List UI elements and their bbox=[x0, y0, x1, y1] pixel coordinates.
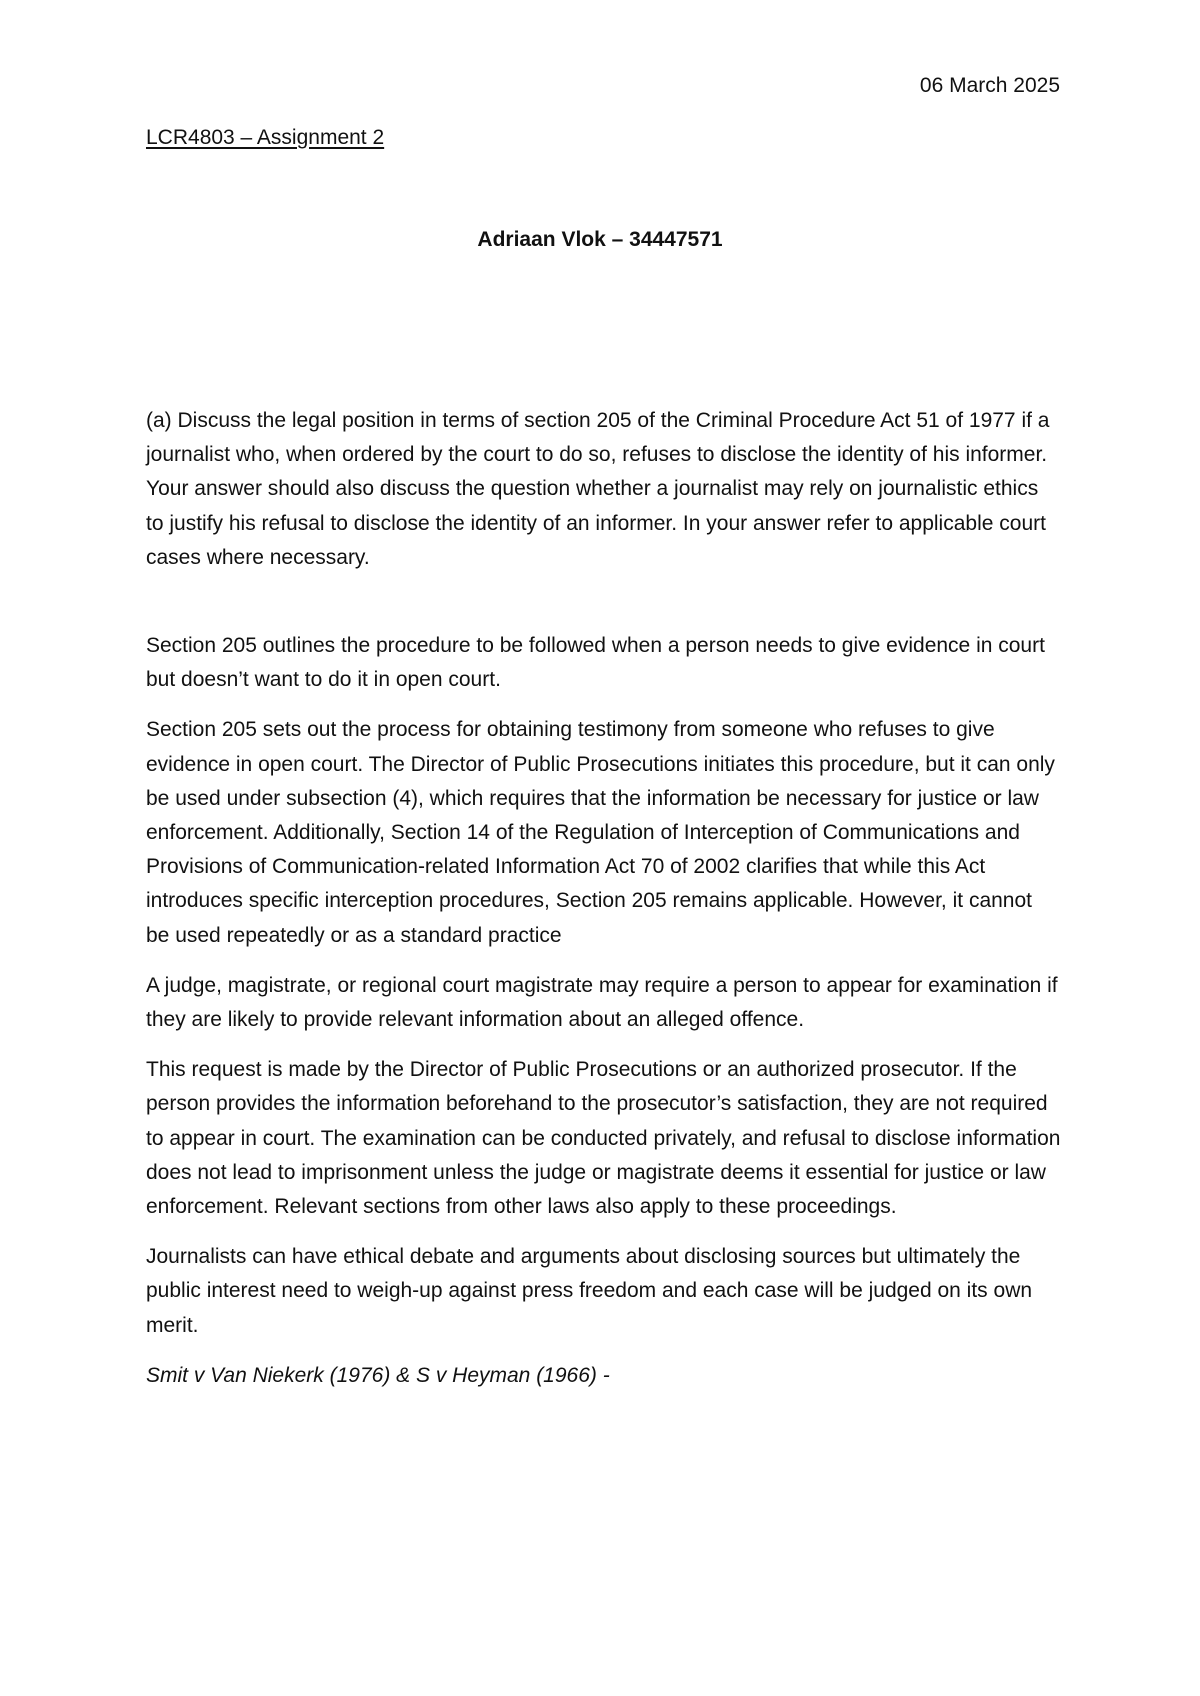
document-date: 06 March 2025 bbox=[919, 74, 1060, 97]
body-paragraph: Section 205 outlines the procedure to be followed when a person needs to give evidence in court but doesn’t want to do it in open court. bbox=[146, 634, 1045, 692]
body-paragraph: This request is made by the Director of Public Prosecutions or an authorized prosecutor. If the person provides the information beforehand to the prosecutor’s satisfaction, they are not required to appear in court. The examination can be conducted privately, and refusal to disclose information does not lead to imprisonment unless the judge or magistrate deems it essential for justice or law enforcement. Relevant sections from other laws also apply to these proceedings. bbox=[146, 1058, 1061, 1219]
case-reference: Smit v Van Niekerk (1976) & S v Heyman (1966) - bbox=[146, 1363, 610, 1387]
document-body bbox=[146, 404, 1061, 1393]
author-line: Adriaan Vlok – 34447571 bbox=[477, 228, 723, 251]
question-text: (a) Discuss the legal position in terms of section 205 of the Criminal Procedure Act 51 of 1977 if a journalist who, when ordered by the court to do so, refuses to disclose the identity of his informer. Your answer should also discuss the question whether a journalist may rely on journalistic ethics to justify his refusal to disclose the identity of an informer. In your answer refer to applicable court cases where necessary. bbox=[146, 409, 1050, 569]
body-paragraph: A judge, magistrate, or regional court magistrate may require a person to appear for examination if they are likely to provide relevant information about an alleged offence. bbox=[146, 973, 1058, 1032]
course-title: LCR4803 – Assignment 2 bbox=[146, 126, 385, 149]
body-paragraph: Journalists can have ethical debate and arguments about disclosing sources but ultimately the public interest need to weigh-up against press freedom and each case will be judged on its own merit. bbox=[146, 1245, 1033, 1337]
body-paragraph: Section 205 sets out the process for obtaining testimony from someone who refuses to give evidence in open court. The Director of Public Prosecutions initiates this procedure, but it can only be used under subsection (4), which requires that the information be necessary for justice or law enforcement. Additionally, Section 14 of the Regulation of Interception of Communications and Provisions of Communication-related Information Act 70 of 2002 clarifies that while this Act introduces specific interception procedures, Section 205 remains applicable. However, it cannot be used repeatedly or as a standard practice bbox=[146, 718, 1055, 947]
